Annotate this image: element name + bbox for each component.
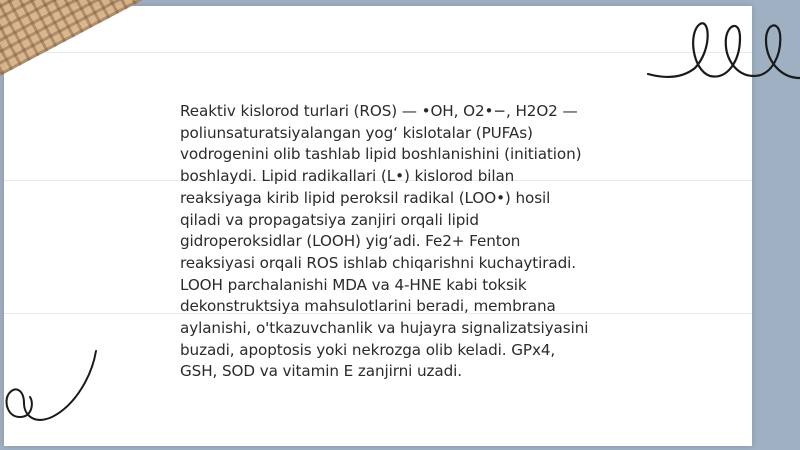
loop-scribble-bottom-left-icon (0, 345, 110, 430)
loop-scribble-top-right-icon (640, 10, 800, 90)
body-paragraph: Reaktiv kislorod turlari (ROS) — •OH, O2•−, H2O2 — poliunsaturatsiyalangan yog‘ kislotalar (PUFAs) vodrogenini olib tashlab lipid boshlanishini (initiation) boshlaydi. Lipid radikallari (L•) kislorod bilan reaksiyaga kirib lipid peroksil radikal (LOO•) hosil qiladi va propagatsiya zanjiri orqali lipid gidroperoksidlar (LOOH) yig‘adi. Fe2+ Fenton reaksiyasi orqali ROS ishlab chiqarishni kuchaytiradi. LOOH parchalanishi MDA va 4-HNE kabi toksik dekonstruktsiya mahsulotlarini beradi, membrana aylanishi, o'tkazuvchanlik va hujayra signalizatsiyasini buzadi, apoptosis yoki nekrozga olib keladi. GPx4, GSH, SOD va vitamin E zanjirni uzadi. (180, 102, 589, 381)
